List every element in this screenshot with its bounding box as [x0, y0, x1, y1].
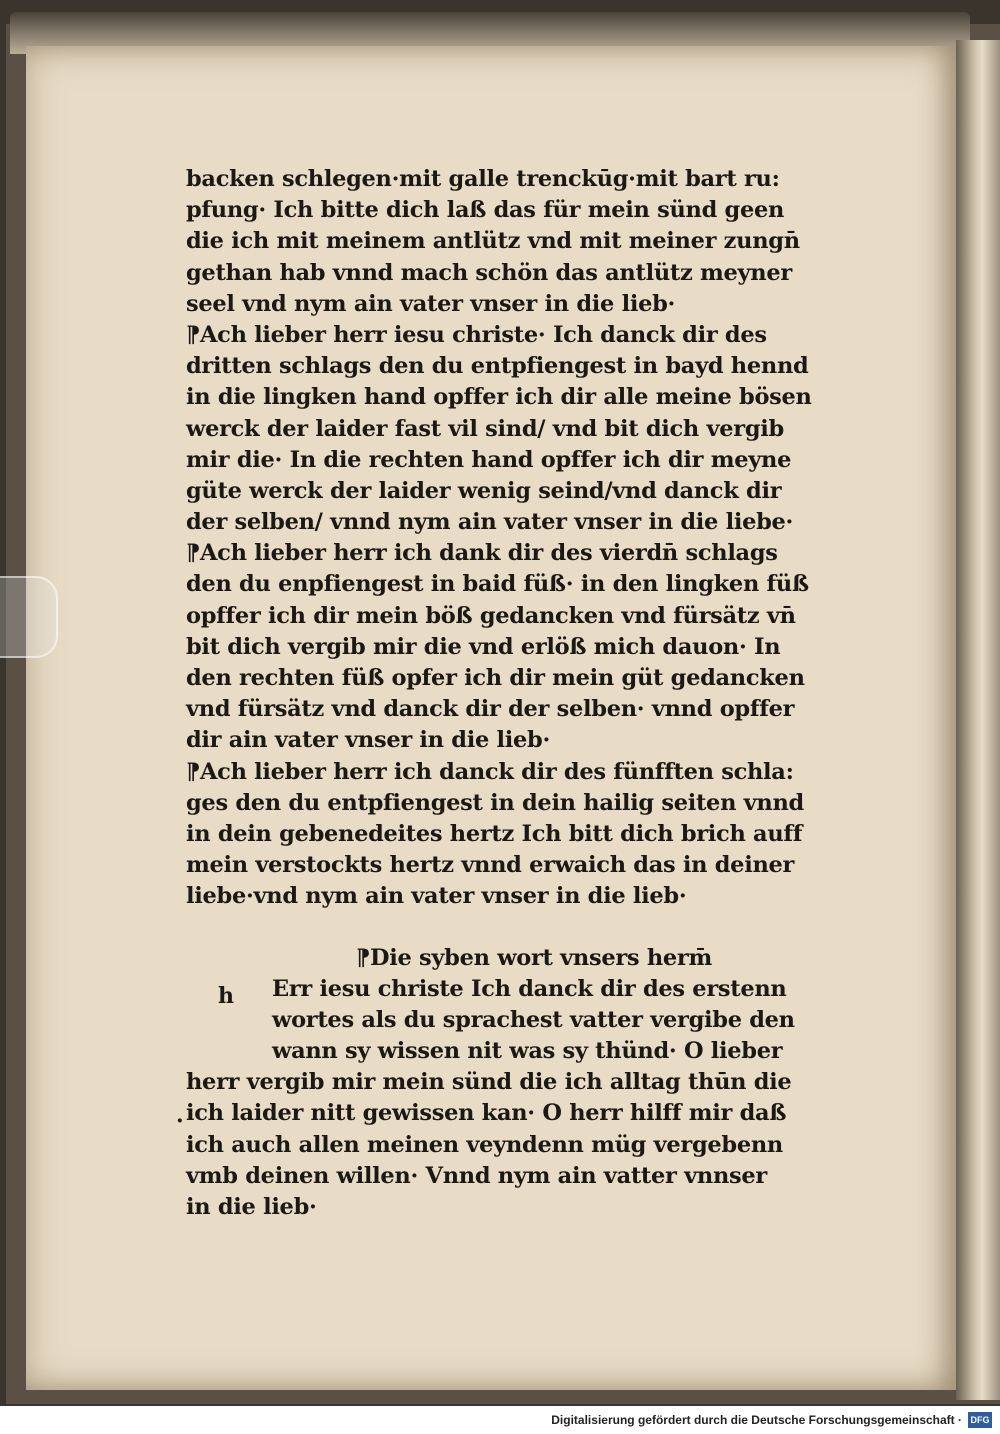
margin-dot: ·	[176, 1108, 184, 1134]
text-line: die ich mit meinem antlütz vnd mit meiner zungn̄	[186, 228, 800, 255]
text-line: opffer ich dir mein böß gedancken vnd fürsätz vn̄	[186, 602, 796, 629]
text-line: ges den du entpfiengest in dein hailig seiten vnnd	[186, 789, 804, 816]
text-line: güte werck der laider wenig seind/vnd danck dir	[186, 477, 782, 504]
margin-mark: h	[218, 983, 234, 1009]
page-text	[186, 164, 826, 1223]
text-line: in die lingken hand opffer ich dir alle meine bösen	[186, 384, 812, 411]
section-gap	[186, 913, 826, 943]
text-line: den du enpfiengest in baid füß· in den lingken füß	[186, 571, 809, 598]
page-clip	[0, 576, 58, 658]
funding-notice: Digitalisierung gefördert durch die Deutsche Forschungsgemeinschaft ·	[551, 1413, 962, 1427]
text-line: ich laider nitt gewissen kan· O herr hilff mir daß	[186, 1100, 787, 1127]
text-line: ⁋Ach lieber herr ich danck dir des fünfften schla:	[186, 758, 794, 785]
footer-bar	[0, 1406, 1000, 1434]
text-line: mein verstockts hertz vnnd erwaich das in deiner	[186, 852, 795, 879]
text-line: ⁋Ach lieber herr iesu christe· Ich danck dir des	[186, 321, 767, 348]
page-edges	[956, 40, 1000, 1400]
text-line: liebe·vnd nym ain vater vnser in die lieb·	[186, 883, 687, 910]
text-line: mir die· In die rechten hand opffer ich dir meyne	[186, 446, 792, 473]
text-line: gethan hab vnnd mach schön das antlütz meyner	[186, 259, 792, 286]
text-line: den rechten füß opfer ich dir mein güt gedancken	[186, 665, 805, 691]
text-line: pfung· Ich bitte dich laß das für mein sünd geen	[186, 197, 785, 224]
text-line: dritten schlags den du entpfiengest in bayd hennd	[186, 353, 809, 380]
text-line: backen schlegen·mit galle trenckūg·mit bart ru:	[186, 166, 780, 192]
text-line: ⁋Ach lieber herr ich dank dir des vierdn̄ schlags	[186, 540, 778, 567]
indented-line: Err iesu christe Ich danck dir des erstenn	[272, 975, 787, 1002]
text-line: der selben/ vnnd nym ain vater vnser in die liebe·	[186, 509, 794, 536]
text-line: ich auch allen meinen veyndenn müg vergebenn	[186, 1131, 783, 1158]
text-line: vmb deinen willen· Vnnd nym ain vatter vnnser	[186, 1162, 767, 1189]
dfg-logo-icon: DFG	[968, 1412, 992, 1428]
text-line: seel vnd nym ain vater vnser in die lieb·	[186, 290, 676, 317]
text-line: in die lieb·	[186, 1194, 317, 1220]
indented-line: wortes als du sprachest vatter vergibe den	[272, 1006, 795, 1033]
text-line: bit dich vergib mir die vnd erlöß mich dauon· In	[186, 633, 781, 660]
text-line: werck der laider fast vil sind/ vnd bit dich vergib	[186, 415, 784, 442]
text-line: vnd fürsätz vnd danck dir der selben· vnnd opffer	[186, 696, 795, 723]
text-line: dir ain vater vnser in die lieb·	[186, 727, 550, 754]
section-heading: ⁋Die syben wort vnsers herm̄	[356, 944, 712, 971]
text-line: in dein gebenedeites hertz Ich bitt dich brich auff	[186, 820, 803, 847]
text-line: herr vergib mir mein sünd die ich alltag thūn die	[186, 1069, 792, 1096]
indented-line: wann sy wissen nit was sy thünd· O lieber	[272, 1038, 783, 1065]
